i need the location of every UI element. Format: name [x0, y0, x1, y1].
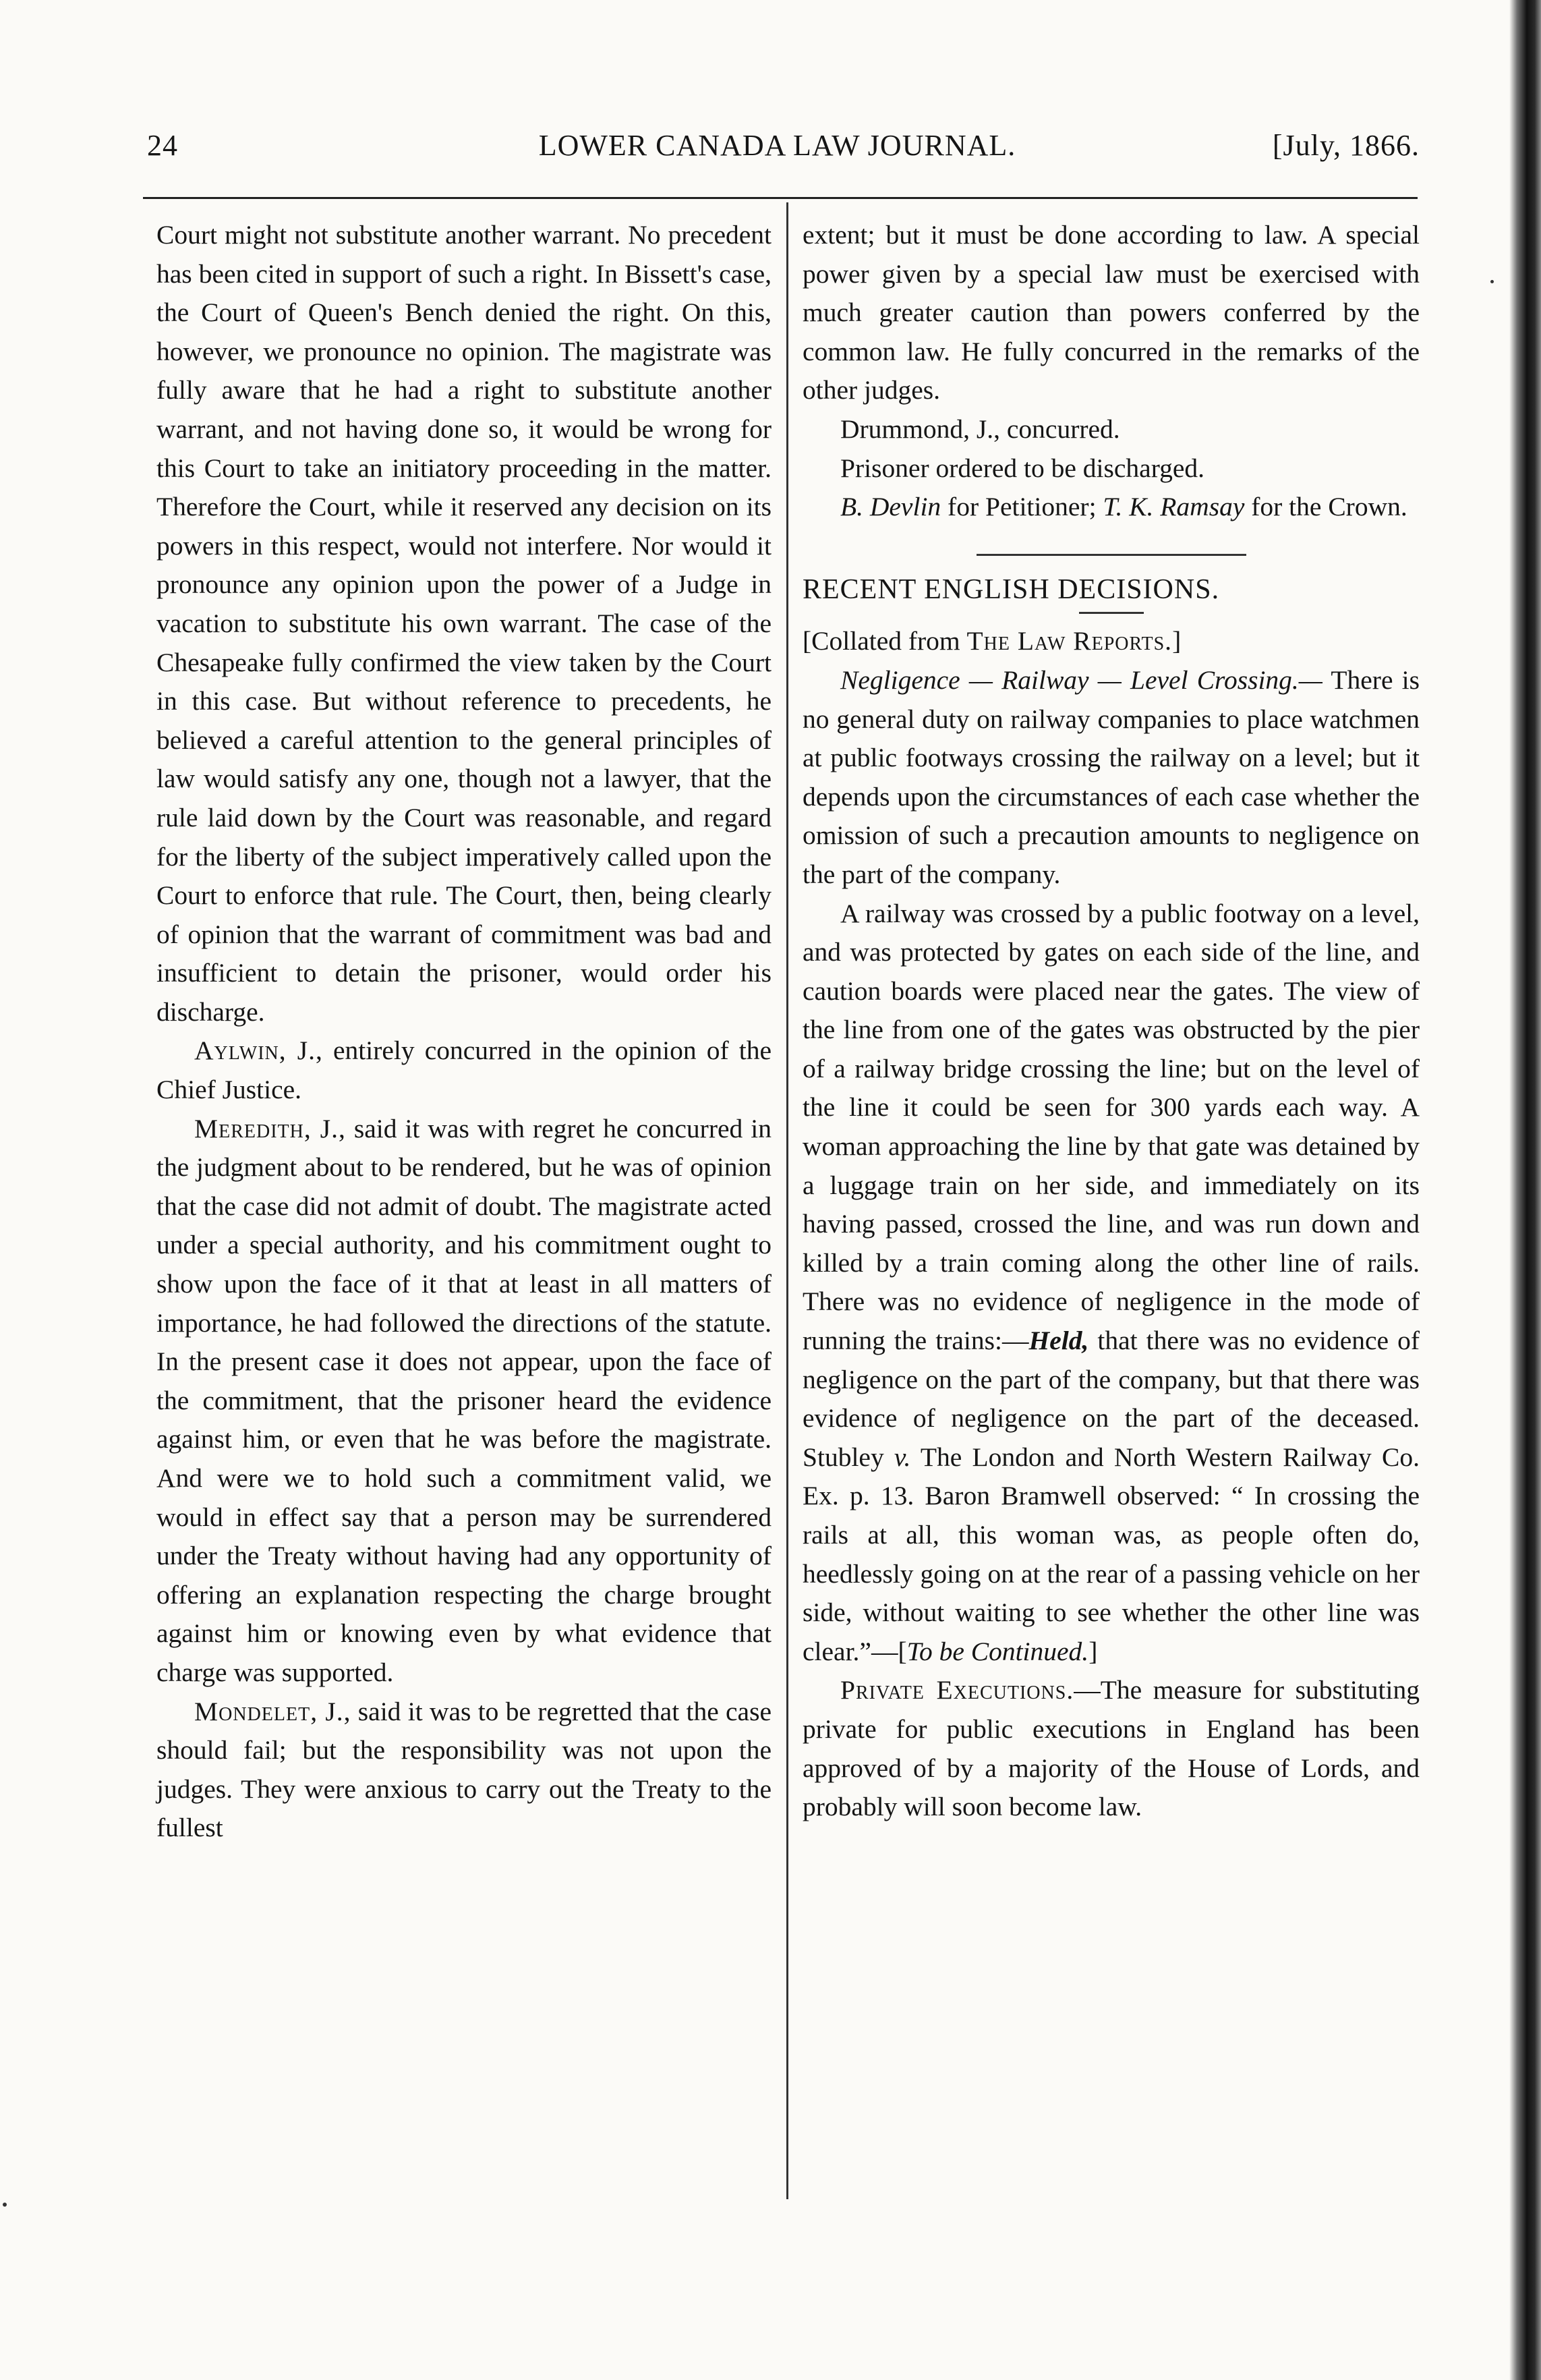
heading-rule	[1079, 612, 1144, 614]
paragraph-text: said it was with regret he concurred in the judgment about to be rendered, but he was of opinion that the case did not admit of doubt. The magistrate acted under a special authority, and his commitment ought to show upon the face of it that at least in all matters of importance, he had followed the directions of the statute. In the present case it does not appear, upon the face of the commitment, that the prisoner heard the evidence against him, or even that he was before the magistrate. And were we to hold such a commitment valid, we would in effect say that a person may be surrendered under the Treaty without having had any opportunity of offering an explanation respecting the charge brought against him or knowing even by what evidence that charge was supported.	[156, 1113, 772, 1687]
margin-speck	[1490, 280, 1494, 283]
header-rule	[143, 197, 1418, 199]
paragraph-aylwin	[156, 1031, 772, 1109]
paragraph-drummond: Drummond, J., concurred.	[840, 414, 1120, 444]
counsel-petitioner: B. Devlin	[840, 492, 941, 522]
running-header	[135, 128, 1420, 175]
section-rule	[977, 554, 1246, 556]
paragraph-meredith	[156, 1110, 772, 1693]
paragraph-continued-mondelet: extent; but it must be done according to law. A special power given by a special law must be exercised with much greater caution than powers conferred by the common law. He fully concurred in the remarks of the other judges.	[803, 220, 1420, 405]
executions-heading: Private Executions.	[840, 1675, 1074, 1705]
paragraph-case-summary: Negligence — Railway — Level Crossing.— There is no general duty on railway companies to place watchmen at public footways crossing the railway on a level; but it depends upon the circumstances of each case whether the omission of such a precaution amounts to negligence on the part of the company.	[803, 664, 1420, 889]
judge-name: Meredith, J.,	[194, 1113, 346, 1143]
column-divider	[786, 202, 788, 2199]
paragraph-text: said it was to be regretted that the case should fail; but the responsibility was not upon the judges. They were anxious to carry out the Treaty to the fullest	[156, 1696, 772, 1843]
case-title: Negligence — Railway — Level Crossing.—	[840, 664, 1322, 695]
paragraph-order: Prisoner ordered to be discharged.	[840, 453, 1205, 483]
issue-date: [July, 1866.	[1272, 129, 1420, 162]
right-column	[803, 216, 1420, 1827]
page-number: 24	[147, 129, 178, 162]
section-heading: RECENT ENGLISH DECISIONS.	[803, 573, 1220, 605]
paragraph-continued-judgment: Court might not substitute another warrant. No precedent has been cited in support of such a right. In Bissett's case, the Court of Queen's Bench denied the right. On this, however, we pronounce no opinion. The magistrate was fully aware that he had a right to substitute another warrant, and not having done so, it would be wrong for this Court to take an initiatory proceeding in the matter. Therefore the Court, while it reserved any decision on its powers in this respect, would not interfere. Nor would it pronounce any opinion upon the power of a Judge in vacation to substitute his own warrant. The case of the Chesapeake fully confirmed the view taken by the Court in this case. But without reference to precedents, he believed a careful attention to the general principles of law would satisfy any one, though not a lawyer, that the rule laid down by the Court was reasonable, and regard for the liberty of the subject imperatively called upon the Court to enforce that rule. The Court, then, being clearly of opinion that the warrant of commitment was bad and insufficient to detain the prisoner, would order his discharge.	[156, 220, 772, 1027]
counsel-crown: T. K. Ramsay	[1103, 492, 1245, 522]
held-label: Held,	[1028, 1326, 1089, 1356]
margin-speck	[3, 2203, 7, 2207]
source-name: The Law Reports.	[966, 626, 1173, 656]
continued-note: To be Continued.	[906, 1636, 1089, 1666]
paragraph-mondelet	[156, 1693, 772, 1848]
paragraph-private-executions: Private Executions.—The measure for substituting private for public executions in England has been approved of by a majority of the House of Lords, and probably will soon become law.	[803, 1675, 1420, 1822]
paragraph-text: entirely concurred in the opinion of the Chief Justice.	[156, 1036, 772, 1105]
left-column	[156, 216, 772, 1848]
judge-name: Mondelet, J.,	[194, 1696, 351, 1726]
book-spine-edge	[1509, 0, 1541, 2380]
collated-note: [Collated from The Law Reports.]	[803, 626, 1182, 656]
judge-name: Aylwin, J.,	[194, 1036, 323, 1066]
journal-title: LOWER CANADA LAW JOURNAL.	[538, 129, 1016, 162]
paragraph-case-facts: A railway was crossed by a public footway on a level, and was protected by gates on each side of the line, and caution boards were placed near the gates. The view of the line from one of the gates was obstructed by the pier of a railway bridge crossing the line; but on the level of the line it could be seen for 300 yards each way. A woman approaching the line by that gate was detained by a luggage train on her side, and immediately on its having passed, crossed the line, and was run down and killed by a train coming along the other line of rails. There was no evidence of negligence in the mode of running the trains:—Held, that there was no evidence of negligence on the part of the company, but that there was evidence of negligence on the part of the deceased. Stubley v. The London and North Western Railway Co. Ex. p. 13. Baron Bramwell observed: “ In crossing the rails at all, this woman was, as people often do, heedlessly going on at the rear of a passing vehicle on her side, without waiting to see whether the other line was clear.”—[To be Continued.]	[803, 898, 1420, 1666]
paragraph-counsel: B. Devlin for Petitioner; T. K. Ramsay for the Crown.	[840, 492, 1407, 522]
